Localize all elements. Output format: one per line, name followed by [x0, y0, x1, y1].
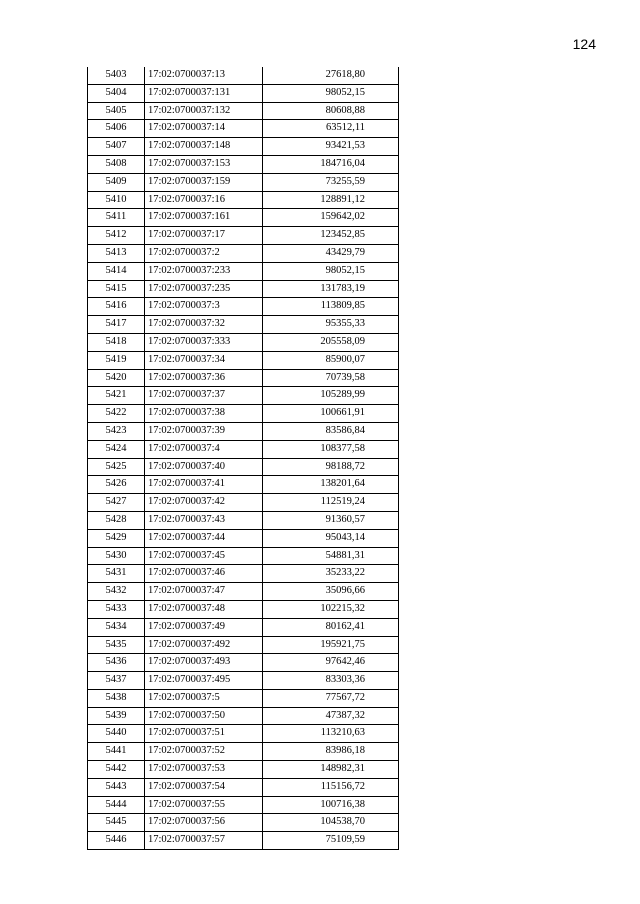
cadastral-number-cell: 17:02:0700037:47 [145, 583, 263, 601]
row-number-cell: 5424 [88, 440, 145, 458]
table-row [88, 814, 399, 832]
row-number-cell: 5439 [88, 707, 145, 725]
value-cell: 83586,84 [263, 422, 399, 440]
table-row [88, 600, 399, 618]
cadastral-number-cell: 17:02:0700037:42 [145, 494, 263, 512]
cadastral-number-cell: 17:02:0700037:4 [145, 440, 263, 458]
table-row [88, 209, 399, 227]
page-number: 124 [572, 36, 596, 52]
cadastral-number-cell: 17:02:0700037:161 [145, 209, 263, 227]
row-number-cell: 5417 [88, 316, 145, 334]
row-number-cell: 5434 [88, 618, 145, 636]
row-number-cell: 5420 [88, 369, 145, 387]
table-row [88, 725, 399, 743]
cadastral-number-cell: 17:02:0700037:333 [145, 333, 263, 351]
table-row [88, 672, 399, 690]
row-number-cell: 5429 [88, 529, 145, 547]
row-number-cell: 5415 [88, 280, 145, 298]
value-cell: 184716,04 [263, 155, 399, 173]
value-cell: 123452,85 [263, 227, 399, 245]
table-row [88, 476, 399, 494]
row-number-cell: 5432 [88, 583, 145, 601]
row-number-cell: 5403 [88, 67, 145, 84]
value-cell: 35096,66 [263, 583, 399, 601]
table-row [88, 618, 399, 636]
table-body [88, 67, 399, 850]
row-number-cell: 5430 [88, 547, 145, 565]
row-number-cell: 5443 [88, 778, 145, 796]
value-cell: 80608,88 [263, 102, 399, 120]
table-row [88, 511, 399, 529]
row-number-cell: 5422 [88, 405, 145, 423]
row-number-cell: 5445 [88, 814, 145, 832]
cadastral-number-cell: 17:02:0700037:16 [145, 191, 263, 209]
value-cell: 128891,12 [263, 191, 399, 209]
value-cell: 195921,75 [263, 636, 399, 654]
row-number-cell: 5412 [88, 227, 145, 245]
cadastral-number-cell: 17:02:0700037:13 [145, 67, 263, 84]
row-number-cell: 5435 [88, 636, 145, 654]
cadastral-number-cell: 17:02:0700037:492 [145, 636, 263, 654]
cadastral-number-cell: 17:02:0700037:52 [145, 743, 263, 761]
row-number-cell: 5406 [88, 120, 145, 138]
value-cell: 95355,33 [263, 316, 399, 334]
table-row [88, 707, 399, 725]
cadastral-number-cell: 17:02:0700037:159 [145, 173, 263, 191]
table-row [88, 369, 399, 387]
cadastral-number-cell: 17:02:0700037:235 [145, 280, 263, 298]
row-number-cell: 5418 [88, 333, 145, 351]
cadastral-number-cell: 17:02:0700037:34 [145, 351, 263, 369]
table-row [88, 547, 399, 565]
value-cell: 91360,57 [263, 511, 399, 529]
row-number-cell: 5438 [88, 689, 145, 707]
value-cell: 205558,09 [263, 333, 399, 351]
cadastral-number-cell: 17:02:0700037:495 [145, 672, 263, 690]
cadastral-number-cell: 17:02:0700037:44 [145, 529, 263, 547]
row-number-cell: 5409 [88, 173, 145, 191]
row-number-cell: 5423 [88, 422, 145, 440]
cadastral-number-cell: 17:02:0700037:153 [145, 155, 263, 173]
cadastral-number-cell: 17:02:0700037:39 [145, 422, 263, 440]
value-cell: 148982,31 [263, 761, 399, 779]
row-number-cell: 5446 [88, 832, 145, 850]
table-row [88, 583, 399, 601]
row-number-cell: 5425 [88, 458, 145, 476]
row-number-cell: 5427 [88, 494, 145, 512]
row-number-cell: 5419 [88, 351, 145, 369]
table-row [88, 494, 399, 512]
value-cell: 83986,18 [263, 743, 399, 761]
value-cell: 75109,59 [263, 832, 399, 850]
value-cell: 63512,11 [263, 120, 399, 138]
cadastral-value-table [87, 67, 399, 850]
value-cell: 98188,72 [263, 458, 399, 476]
cadastral-number-cell: 17:02:0700037:45 [145, 547, 263, 565]
table-row [88, 262, 399, 280]
cadastral-number-cell: 17:02:0700037:49 [145, 618, 263, 636]
cadastral-number-cell: 17:02:0700037:233 [145, 262, 263, 280]
table-row [88, 316, 399, 334]
value-cell: 85900,07 [263, 351, 399, 369]
cadastral-number-cell: 17:02:0700037:40 [145, 458, 263, 476]
value-cell: 80162,41 [263, 618, 399, 636]
table-row [88, 689, 399, 707]
table-row [88, 761, 399, 779]
value-cell: 100716,38 [263, 796, 399, 814]
row-number-cell: 5440 [88, 725, 145, 743]
value-cell: 54881,31 [263, 547, 399, 565]
value-cell: 43429,79 [263, 244, 399, 262]
value-cell: 113809,85 [263, 298, 399, 316]
cadastral-number-cell: 17:02:0700037:55 [145, 796, 263, 814]
cadastral-number-cell: 17:02:0700037:132 [145, 102, 263, 120]
value-cell: 104538,70 [263, 814, 399, 832]
row-number-cell: 5408 [88, 155, 145, 173]
table-row [88, 280, 399, 298]
row-number-cell: 5431 [88, 565, 145, 583]
table-row [88, 654, 399, 672]
cadastral-number-cell: 17:02:0700037:17 [145, 227, 263, 245]
row-number-cell: 5414 [88, 262, 145, 280]
cadastral-number-cell: 17:02:0700037:37 [145, 387, 263, 405]
value-cell: 35233,22 [263, 565, 399, 583]
table-row [88, 565, 399, 583]
row-number-cell: 5405 [88, 102, 145, 120]
cadastral-number-cell: 17:02:0700037:48 [145, 600, 263, 618]
cadastral-number-cell: 17:02:0700037:53 [145, 761, 263, 779]
table-row [88, 458, 399, 476]
table-row [88, 636, 399, 654]
cadastral-number-cell: 17:02:0700037:41 [145, 476, 263, 494]
cadastral-number-cell: 17:02:0700037:38 [145, 405, 263, 423]
cadastral-number-cell: 17:02:0700037:148 [145, 138, 263, 156]
cadastral-number-cell: 17:02:0700037:46 [145, 565, 263, 583]
cadastral-number-cell: 17:02:0700037:5 [145, 689, 263, 707]
value-cell: 100661,91 [263, 405, 399, 423]
value-cell: 105289,99 [263, 387, 399, 405]
table-row [88, 67, 399, 84]
row-number-cell: 5426 [88, 476, 145, 494]
cadastral-number-cell: 17:02:0700037:3 [145, 298, 263, 316]
value-cell: 102215,32 [263, 600, 399, 618]
table-row [88, 102, 399, 120]
table-row [88, 333, 399, 351]
table-row [88, 244, 399, 262]
value-cell: 98052,15 [263, 84, 399, 102]
value-cell: 98052,15 [263, 262, 399, 280]
value-cell: 138201,64 [263, 476, 399, 494]
value-cell: 70739,58 [263, 369, 399, 387]
row-number-cell: 5441 [88, 743, 145, 761]
table-row [88, 387, 399, 405]
row-number-cell: 5410 [88, 191, 145, 209]
cadastral-number-cell: 17:02:0700037:131 [145, 84, 263, 102]
table-row [88, 796, 399, 814]
row-number-cell: 5416 [88, 298, 145, 316]
value-cell: 73255,59 [263, 173, 399, 191]
cadastral-number-cell: 17:02:0700037:36 [145, 369, 263, 387]
cadastral-number-cell: 17:02:0700037:2 [145, 244, 263, 262]
table-row [88, 832, 399, 850]
value-cell: 97642,46 [263, 654, 399, 672]
table-row [88, 84, 399, 102]
table-row [88, 227, 399, 245]
row-number-cell: 5407 [88, 138, 145, 156]
table-row [88, 120, 399, 138]
value-cell: 113210,63 [263, 725, 399, 743]
row-number-cell: 5436 [88, 654, 145, 672]
row-number-cell: 5413 [88, 244, 145, 262]
cadastral-number-cell: 17:02:0700037:57 [145, 832, 263, 850]
table-row [88, 173, 399, 191]
value-cell: 95043,14 [263, 529, 399, 547]
table-row [88, 743, 399, 761]
table-row [88, 778, 399, 796]
table-row [88, 138, 399, 156]
row-number-cell: 5442 [88, 761, 145, 779]
row-number-cell: 5421 [88, 387, 145, 405]
cadastral-number-cell: 17:02:0700037:56 [145, 814, 263, 832]
table-row [88, 440, 399, 458]
row-number-cell: 5437 [88, 672, 145, 690]
value-cell: 83303,36 [263, 672, 399, 690]
table-row [88, 422, 399, 440]
cadastral-number-cell: 17:02:0700037:493 [145, 654, 263, 672]
value-cell: 159642,02 [263, 209, 399, 227]
row-number-cell: 5433 [88, 600, 145, 618]
cadastral-number-cell: 17:02:0700037:43 [145, 511, 263, 529]
row-number-cell: 5411 [88, 209, 145, 227]
value-cell: 108377,58 [263, 440, 399, 458]
row-number-cell: 5444 [88, 796, 145, 814]
row-number-cell: 5428 [88, 511, 145, 529]
cadastral-number-cell: 17:02:0700037:14 [145, 120, 263, 138]
table-row [88, 529, 399, 547]
value-cell: 27618,80 [263, 67, 399, 84]
table-row [88, 191, 399, 209]
value-cell: 47387,32 [263, 707, 399, 725]
table-row [88, 155, 399, 173]
value-cell: 93421,53 [263, 138, 399, 156]
cadastral-number-cell: 17:02:0700037:50 [145, 707, 263, 725]
cadastral-number-cell: 17:02:0700037:32 [145, 316, 263, 334]
cadastral-number-cell: 17:02:0700037:54 [145, 778, 263, 796]
cadastral-number-cell: 17:02:0700037:51 [145, 725, 263, 743]
table-row [88, 298, 399, 316]
table-row [88, 405, 399, 423]
value-cell: 77567,72 [263, 689, 399, 707]
table-row [88, 351, 399, 369]
value-cell: 112519,24 [263, 494, 399, 512]
value-cell: 115156,72 [263, 778, 399, 796]
value-cell: 131783,19 [263, 280, 399, 298]
row-number-cell: 5404 [88, 84, 145, 102]
